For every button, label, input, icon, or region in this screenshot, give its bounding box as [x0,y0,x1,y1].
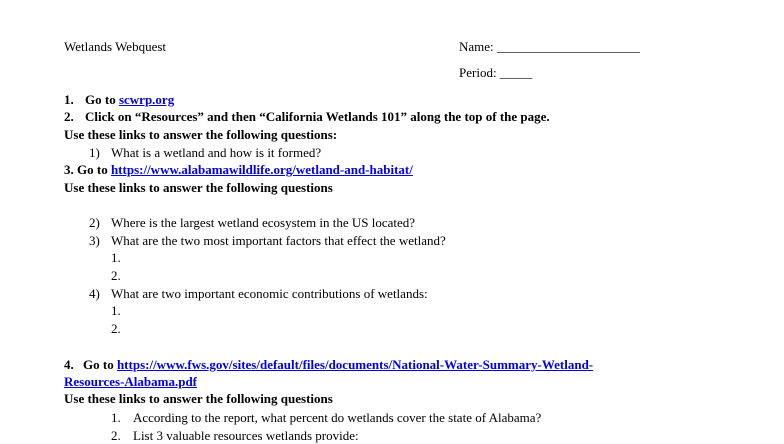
question-number: 4) [89,286,100,301]
question-number: 1. [111,410,121,425]
question-text: According to the report, what percent do wetlands cover the state of Alabama? [133,410,542,425]
answer-number: 1. [111,303,121,318]
question-number: 2) [89,215,100,230]
question-text: What are two important economic contributions of wetlands: [111,286,428,301]
answer-number: 2. [111,268,121,283]
answer-number: 2. [111,321,121,336]
step-text: Go to [83,357,117,372]
question-number: 1) [89,145,100,160]
instruction-heading: Use these links to answer the following questions [64,180,333,195]
scwrp-link[interactable]: scwrp.org [118,92,175,107]
step-text: Go to [85,92,119,107]
name-field-label: Name: ______________________ [459,39,640,54]
answer-number: 1. [111,250,121,265]
step-1 [64,92,174,108]
step-4-link-continued [64,374,197,390]
step-number: 2. [64,109,74,124]
question-text: Where is the largest wetland ecosystem in the US located? [111,215,416,230]
fws-report-link-continued[interactable]: Resources-Alabama.pdf [64,374,198,389]
step-text: Click on “Resources” and then “California Wetlands 101” along the top of the page. [85,109,550,124]
question-number: 2. [111,428,121,443]
step-4 [64,357,593,373]
fws-report-link[interactable]: https://www.fws.gov/sites/default/files/documents/National-Water-Summary-Wetland- [116,357,594,372]
instruction-heading: Use these links to answer the following questions [64,391,333,406]
step-number: 1. [64,92,74,107]
question-number: 3) [89,233,100,248]
question-text: What are the two most important factors that effect the wetland? [111,233,446,248]
step-2 [64,109,550,125]
question-text: What is a wetland and how is it formed? [111,145,322,160]
instruction-heading: Use these links to answer the following questions: [64,127,338,142]
step-number: 3. [64,162,74,177]
step-3 [64,162,413,178]
question-text: List 3 valuable resources wetlands provide: [133,428,359,443]
document-title: Wetlands Webquest [64,39,167,54]
step-text: Go to [77,162,111,177]
alabamawildlife-link[interactable]: https://www.alabamawildlife.org/wetland-and-habitat/ [110,162,413,177]
period-field-label: Period: _____ [459,65,533,80]
step-number: 4. [64,357,74,372]
